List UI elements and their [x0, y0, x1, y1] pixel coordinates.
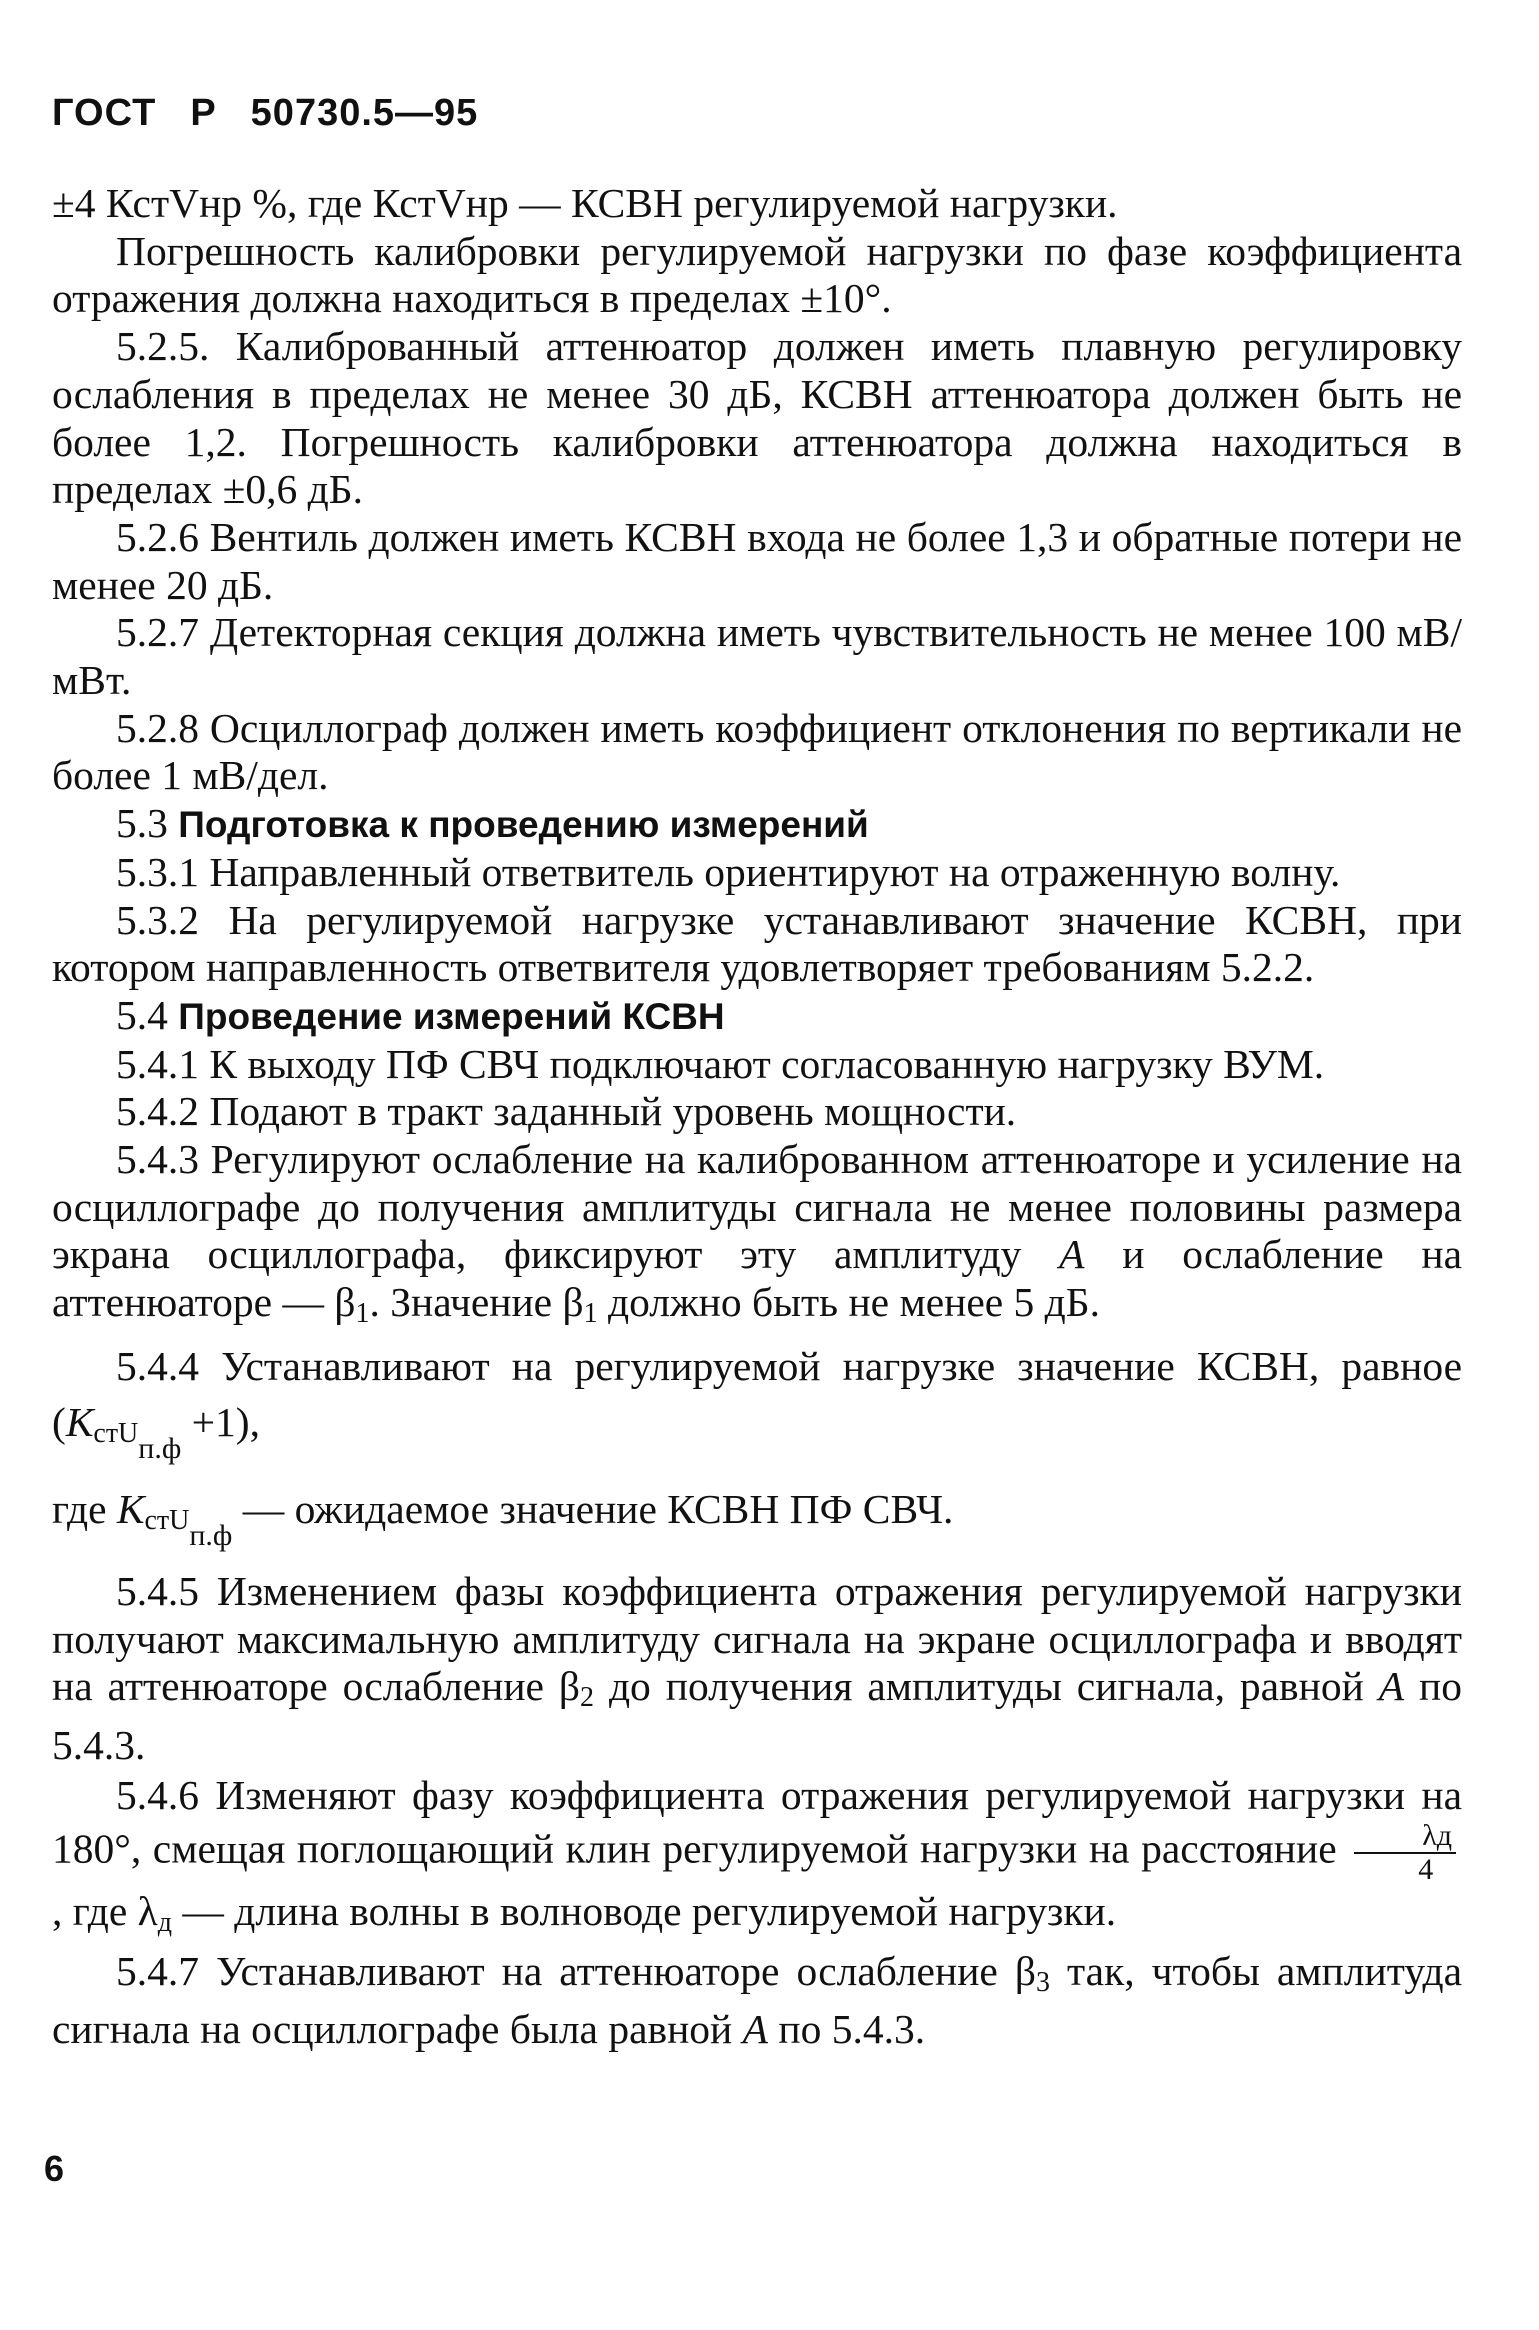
text-run: 5.4.6 Изменяют фазу коэффициента отражения регулируемой нагрузки на 180°, смещая поглощающий клин регулируемой нагрузки на расстояние [52, 1771, 1462, 1872]
text-run: — длина волны в волноводе регулируемой нагрузки. [172, 1887, 1117, 1934]
text-run: , где λ [52, 1887, 158, 1934]
text-run: до получения амплитуды сигнала, равной [594, 1663, 1379, 1710]
subscript: стU [144, 1504, 190, 1536]
line-kstv: ±4 КстVнр %, где КстVнр — КСВН регулируемой нагрузки. [52, 180, 1118, 226]
paragraph-5-3-1: 5.3.1 Направленный ответвитель ориентируют на отраженную волну. [116, 848, 1341, 895]
text-run: — ожидаемое значение КСВН ПФ СВЧ. [232, 1485, 954, 1532]
paragraph-5-3-2: 5.3.2 На регулируемой нагрузке устанавливают значение КСВН, при котором направленность ответвителя удовлетворяет требованиям 5.2.2. [52, 896, 1462, 991]
paragraph-5-2-7: 5.2.7 Детекторная секция должна иметь чувствительность не менее 100 мВ/мВт. [52, 609, 1462, 704]
text-run: 5.4.4 Устанавливают на регулируемой нагрузке значение КСВН, равное ( [52, 1342, 1462, 1445]
symbol-amplitude: А [742, 2006, 768, 2053]
subscript: д [157, 1906, 172, 1938]
text-run: 5.4.5 Изменением фазы коэффициента отражения регулируемой нагрузки получают максимальную амплитуду сигнала на экране осциллографа и вводят на аттенюаторе ослабление β [52, 1567, 1462, 1710]
text-run: . Значение β [369, 1279, 584, 1326]
subscript: п.ф [189, 1518, 233, 1552]
paragraph-5-4-1: 5.4.1 К выходу ПФ СВЧ подключают согласованную нагрузку ВУМ. [116, 1040, 1325, 1087]
subscript: 1 [355, 1298, 370, 1330]
paragraph-5-2-8: 5.2.8 Осциллограф должен иметь коэффициент отклонения по вертикали не более 1 мВ/дел. [52, 704, 1462, 799]
paragraph-5-4-3 [52, 1136, 1462, 1338]
symbol-amplitude: А [1378, 1663, 1405, 1710]
heading-5-4-number: 5.4 [116, 991, 168, 1038]
text-run: 5.4.7 Устанавливают на аттенюаторе ослабление β [116, 1947, 1036, 1994]
text-run: и ослабление на аттенюаторе — β [52, 1231, 1463, 1326]
fraction-numerator: λд [1354, 1820, 1456, 1854]
paragraph-5-4-4 [52, 1338, 1462, 1477]
text-run: по 5.4.3. [52, 1663, 1462, 1768]
header-number: 50730.5—95 [250, 92, 479, 134]
paragraph-5-2-6: 5.2.6 Вентиль должен иметь КСВН входа не более 1,3 и обратные потери не менее 20 дБ. [52, 513, 1462, 608]
document-body [52, 180, 1462, 2054]
header-r: Р [190, 92, 217, 134]
text-run: +1), [181, 1398, 261, 1445]
fraction-denominator: 4 [1418, 1852, 1434, 1886]
heading-5-4-title: Проведение измерений КСВН [178, 995, 725, 1037]
heading-5-3-number: 5.3 [116, 800, 168, 847]
subscript: 1 [583, 1298, 598, 1330]
symbol-k: К [65, 1398, 94, 1445]
paragraph-5-4-6 [52, 1770, 1462, 1948]
text-run: должно быть не менее 5 дБ. [597, 1279, 1101, 1326]
symbol-k: К [116, 1485, 145, 1532]
header-gost: ГОСТ [52, 92, 157, 134]
paragraph-calibration-phase: Погрешность калибровки регулируемой нагрузки по фазе коэффициента отражения должна находиться в пределах ±10°. [52, 227, 1462, 322]
heading-5-3-title: Подготовка к проведению измерений [178, 804, 869, 846]
page-number: 6 [44, 2148, 65, 2189]
paragraph-5-4-5 [52, 1568, 1462, 1770]
heading-5-3 [52, 800, 1462, 849]
heading-5-4 [52, 992, 1462, 1041]
paragraph-5-4-7 [52, 1948, 1462, 2054]
text-run: по 5.4.3. [768, 2006, 926, 2053]
document-header [52, 92, 512, 135]
fraction-lambda-over-4 [1354, 1820, 1456, 1886]
paragraph-5-4-4-where [52, 1477, 1462, 1568]
subscript: п.ф [138, 1431, 182, 1465]
paragraph-5-4-2: 5.4.2 Подают в тракт заданный уровень мощности. [116, 1088, 1017, 1135]
text-run: 5.4.3 Регулируют ослабление на калиброванном аттенюаторе и усиление на осциллографе до получения амплитуды сигнала не менее половины размера экрана осциллографа, фиксируют эту амплитуду [52, 1136, 1462, 1278]
text-run: где [52, 1485, 117, 1532]
text-run: так, чтобы амплитуда сигнала на осциллографе была равной [52, 1947, 1462, 2053]
subscript: 3 [1035, 1966, 1050, 1998]
subscript: 2 [580, 1682, 595, 1714]
subscript: стU [93, 1417, 139, 1449]
symbol-amplitude: А [1059, 1231, 1085, 1278]
paragraph-5-2-5: 5.2.5. Калиброванный аттенюатор должен иметь плавную регулировку ослабления в пределах не менее 30 дБ, КСВН аттенюатора должен быть не более 1,2. Погрешность калибровки аттенюатора должна находиться в пределах ±0,6 дБ. [52, 323, 1462, 513]
